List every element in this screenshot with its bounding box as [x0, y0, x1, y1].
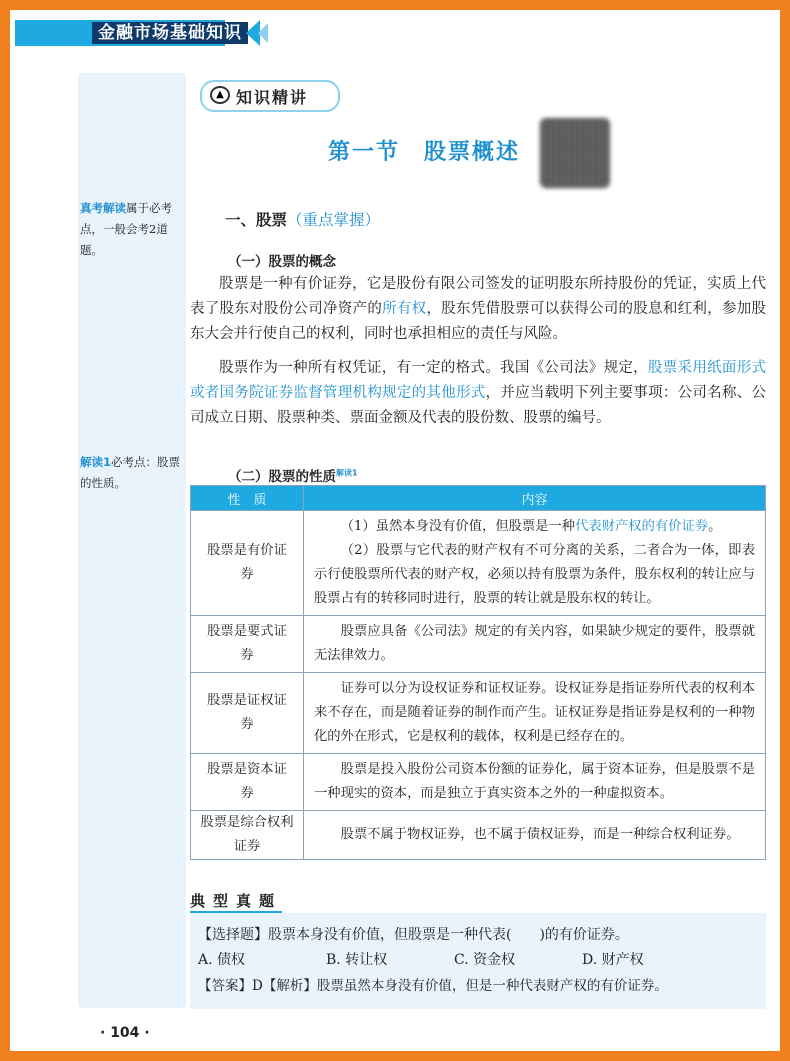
para-text: 股票作为一种所有权凭证，有一定的格式。我国《公司法》规定， — [219, 360, 648, 376]
cell-text: 。 — [708, 519, 722, 534]
table-header-row — [191, 486, 766, 511]
paragraph-concept — [190, 272, 766, 347]
table-value — [304, 511, 766, 616]
option-d: D. 财产权 — [582, 952, 644, 968]
table-value — [304, 673, 766, 754]
sidebar-note-exam — [80, 198, 180, 261]
table-row — [191, 811, 766, 860]
table-key: 股票是综合权利证券 — [191, 811, 304, 860]
table-key: 股票是有价证券 — [191, 511, 304, 616]
note-label: 解读1 — [80, 455, 112, 469]
cell-text: （2）股票与它代表的财产权有不可分离的关系，二者合为一体，即表示行使股票所代表的财产权，必须以持有股票为条件，股东权利的转让应与股票占有的转移同时进行，股票的转让就是股东权的转让。 — [314, 543, 755, 606]
table-row — [191, 511, 766, 616]
exam-heading — [190, 890, 282, 914]
subheading-text: （二）股票的性质 — [228, 469, 336, 485]
table-key: 股票是要式证券 — [191, 616, 304, 673]
answer-label: 【答案】D【解析】 — [198, 978, 317, 994]
table-key: 股票是资本证券 — [191, 754, 304, 811]
option-b: B. 转让权 — [326, 952, 388, 968]
answer-text: 股票虽然本身没有价值，但是一种代表财产权的有价证券。 — [316, 978, 668, 994]
header-arrow-small-icon — [258, 23, 268, 43]
cell-highlight: 代表财产权的有价证券 — [575, 519, 709, 534]
table-value — [304, 811, 766, 860]
page-number: · 104 · — [100, 1025, 150, 1041]
exam-answer — [198, 974, 764, 998]
note-text: 属于必考点，一般会考2道题。 — [80, 201, 172, 257]
sidebar-note-interpret — [80, 452, 180, 494]
table-header: 内容 — [304, 486, 766, 511]
option-a: A. 债权 — [198, 952, 246, 968]
para-highlight: 股票采用纸面形式或者国务院证券监督管理机构规定的其他形式 — [190, 360, 767, 401]
exam-question: 【选择题】股票本身没有价值，但股票是一种代表( )的有价证券。 — [198, 927, 629, 943]
subheading-nature — [228, 465, 358, 485]
table-value — [304, 754, 766, 811]
knowledge-badge — [200, 80, 340, 112]
table-row — [191, 754, 766, 811]
graduation-cap-icon: ▲ — [210, 86, 230, 104]
nature-table — [190, 485, 766, 860]
paragraph-format — [190, 356, 766, 431]
para-highlight: 所有权 — [382, 301, 427, 317]
exam-heading-text: 典型真题 — [190, 890, 282, 914]
note-label: 真考解读 — [80, 201, 126, 215]
table-row — [191, 616, 766, 673]
heading-text: 一、股票 — [225, 211, 288, 229]
table-row — [191, 673, 766, 754]
option-c: C. 资金权 — [454, 952, 516, 968]
cell-text: （1）虽然本身没有价值，但股票是一种 — [340, 519, 576, 534]
note-text: 必考点：股票的性质。 — [80, 455, 181, 490]
table-value — [304, 616, 766, 673]
cell-text: 股票不属于物权证券，也不属于债权证券，而是一种综合权利证券。 — [340, 827, 740, 842]
cell-text: 证券可以分为设权证券和证权证券。设权证券是指证券所代表的权利本来不存在，而是随着证券的制作而产生。证权证券是指证券是权利的一种物化的外在形式，它是权利的载体，权利是已经存在的。 — [314, 681, 755, 744]
interpret-marker: 解读1 — [336, 468, 358, 478]
exam-options — [198, 948, 764, 972]
section-title: 第一节 股票概述 — [328, 139, 521, 165]
para-text: ，股东凭借股票可以获得公司的股息和红利，参加股东大会并行使自己的权利，同时也承担相应的责任与风险。 — [190, 301, 767, 342]
heading-stock — [225, 208, 380, 230]
table-key: 股票是证权证券 — [191, 673, 304, 754]
table-header: 性 质 — [191, 486, 304, 511]
badge-text: 知识精讲 — [236, 88, 309, 107]
qr-code-image[interactable] — [540, 118, 610, 188]
heading-highlight: （重点掌握） — [287, 211, 381, 229]
cell-text: 股票是投入股份公司资本份额的证券化，属于资本证券，但是股票不是一种现实的资本，而是独立于真实资本之外的一种虚拟资本。 — [314, 762, 755, 801]
para-text: 股票是一种有价证券，它是股份有限公司签发的证明股东所持股份的凭证，实质上代表了股东对股份公司净资产的 — [190, 276, 766, 317]
cell-text: 股票应具备《公司法》规定的有关内容，如果缺少规定的要件，股票就无法律效力。 — [314, 624, 755, 663]
para-text: ，并应当载明下列主要事项：公司名称、公司成立日期、股票种类、票面金额及代表的股份数、股票的编号。 — [190, 385, 767, 426]
page — [10, 10, 780, 1051]
header-title: 金融市场基础知识 — [92, 22, 248, 44]
subheading-concept: （一）股票的概念 — [228, 254, 336, 270]
